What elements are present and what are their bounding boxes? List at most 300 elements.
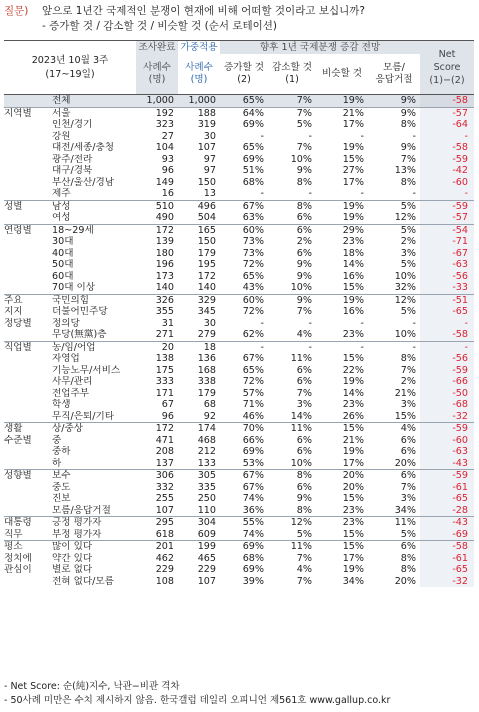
pct-same: 20% — [316, 470, 368, 482]
pct-dont-know: 9% — [368, 107, 420, 119]
table-row — [4, 259, 474, 271]
pct-decrease: 5% — [296, 528, 313, 540]
net-score: -60 — [420, 177, 474, 189]
row-label: 18~29세 — [50, 224, 136, 236]
row-category: 생활 — [4, 423, 50, 435]
pct-same: 14% — [342, 387, 365, 399]
cases-surveyed: 20 — [136, 341, 178, 353]
footnote-net-score: - Net Score: 순(純)지수, 낙관−비관 격차 — [4, 681, 180, 692]
pct-same: 23% — [342, 329, 365, 340]
pct-same: 17% — [342, 176, 365, 188]
pct-same: 27% — [342, 165, 365, 176]
pct-same: 19% — [316, 200, 368, 212]
net-score: -57 — [420, 212, 474, 224]
net-score: -32 — [420, 576, 474, 588]
cases-weighted: 133 — [197, 457, 217, 469]
pct-same: 15% — [342, 353, 365, 364]
pct-same: 23% — [342, 236, 365, 247]
table-row — [4, 376, 474, 388]
pct-dont-know: 4% — [368, 423, 420, 435]
row-label: 더불어민주당 — [52, 306, 108, 317]
net-score: -33 — [420, 282, 474, 294]
net-score: -54 — [420, 224, 474, 236]
table-row — [4, 165, 474, 177]
row-label: 전체 — [50, 95, 136, 108]
row-label: 하 — [52, 457, 62, 469]
pct-same: - — [360, 188, 365, 199]
pct-decrease: 10% — [290, 153, 313, 165]
cases-weighted: 174 — [178, 423, 220, 435]
pct-same: 20% — [342, 481, 365, 493]
cases-weighted: 13 — [203, 188, 217, 199]
pct-same: 29% — [316, 224, 368, 236]
row-label: 정의당 — [52, 317, 80, 329]
row-label: 중 — [52, 434, 62, 446]
cases-surveyed: 104 — [155, 142, 175, 153]
cases-surveyed: 27 — [161, 130, 175, 142]
net-score: -56 — [420, 271, 474, 283]
net-score: -28 — [420, 505, 474, 517]
row-category — [4, 248, 50, 260]
pct-dont-know: 34% — [394, 504, 417, 516]
pct-decrease: 5% — [296, 119, 313, 130]
net-score: -43 — [420, 458, 474, 470]
pct-same: - — [360, 130, 365, 142]
net-score: -58 — [420, 541, 474, 553]
table-row — [4, 411, 474, 423]
pct-same: 22% — [342, 364, 365, 376]
row-category — [4, 271, 50, 283]
col-cases1-header — [136, 54, 178, 95]
pct-increase: - — [260, 188, 265, 199]
survey-period-header — [4, 41, 136, 95]
row-label: 50대 — [52, 259, 74, 270]
table-row — [4, 446, 474, 458]
row-label: 인천/경기 — [52, 119, 93, 130]
pct-increase: 55% — [220, 517, 268, 529]
pct-increase: - — [220, 341, 268, 353]
net-score: -59 — [420, 365, 474, 377]
col-cases2-header — [178, 54, 220, 95]
cases-surveyed: 618 — [155, 528, 175, 540]
pct-increase: 70% — [220, 423, 268, 435]
pct-increase: 67% — [220, 200, 268, 212]
cases-surveyed: 107 — [155, 504, 175, 516]
row-category — [4, 154, 50, 166]
row-label: 중도 — [52, 481, 71, 493]
pct-increase: 72% — [242, 376, 265, 387]
pct-dont-know: 7% — [400, 153, 417, 165]
cases-weighted: 279 — [197, 329, 217, 340]
pct-increase: 51% — [242, 165, 265, 176]
results-table — [4, 40, 474, 587]
pct-increase: 66% — [242, 434, 265, 446]
pct-dont-know: 8% — [400, 564, 417, 575]
table-row — [4, 388, 474, 400]
col-decrease-label: 감소할 것 — [271, 62, 313, 73]
cases-weighted: 179 — [197, 387, 217, 399]
pct-increase: 71% — [242, 399, 265, 410]
pct-dont-know: 3% — [400, 247, 417, 259]
net-score: -63 — [420, 259, 474, 271]
pct-decrease: - — [268, 341, 316, 353]
col-dk-header — [368, 54, 420, 95]
cases-weighted: 68 — [203, 399, 217, 410]
net-score-header — [420, 41, 474, 95]
row-label: 약간 있다 — [52, 552, 93, 564]
net-score: -69 — [420, 529, 474, 541]
net-score: -64 — [420, 119, 474, 131]
row-category — [4, 259, 50, 271]
pct-dont-know: 15% — [394, 410, 417, 422]
pct-increase: 65% — [242, 364, 265, 376]
net-score: -58 — [420, 329, 474, 341]
net-score: -59 — [420, 423, 474, 435]
pct-dont-know: 6% — [400, 446, 417, 457]
row-label: 중하 — [52, 446, 71, 457]
table-row — [4, 482, 474, 494]
col-decrease-num: (1) — [285, 74, 299, 85]
net-score: -59 — [420, 200, 474, 212]
row-category — [4, 411, 50, 423]
pct-same: 23% — [342, 504, 365, 516]
col-cases2-unit: (명) — [190, 74, 208, 85]
row-label: 긍정 평가자 — [50, 517, 136, 529]
pct-decrease: 11% — [268, 541, 316, 553]
pct-increase: 63% — [242, 212, 265, 223]
pct-dont-know: 9% — [400, 142, 417, 153]
pct-dont-know: - — [412, 317, 417, 329]
row-category — [4, 142, 50, 154]
cases-weighted: 338 — [197, 376, 217, 387]
pct-dont-know: 5% — [400, 259, 417, 270]
cases-weighted: 345 — [197, 306, 217, 317]
net-score: -67 — [420, 248, 474, 260]
cases-weighted: 1,000 — [178, 95, 220, 108]
cases-weighted: 195 — [197, 259, 217, 270]
cases-weighted: 150 — [197, 176, 217, 188]
table-row — [4, 306, 474, 318]
pct-dont-know: 8% — [400, 353, 417, 364]
pct-same: 17% — [342, 119, 365, 130]
net-score: -71 — [420, 236, 474, 248]
row-label: 무직/은퇴/기타 — [52, 410, 115, 422]
pct-dont-know: - — [412, 130, 417, 142]
col-dk-label: 모름/ — [383, 62, 405, 73]
cases-weighted: 465 — [197, 552, 217, 564]
pct-decrease: 11% — [268, 423, 316, 435]
cases-surveyed: 323 — [155, 119, 175, 130]
pct-same: 15% — [316, 423, 368, 435]
col-survey-header: 조사완료 — [136, 41, 178, 55]
pct-decrease: 9% — [296, 270, 313, 282]
cases-surveyed: 175 — [155, 364, 175, 376]
table-row — [4, 248, 474, 260]
pct-decrease: 11% — [290, 353, 313, 364]
pct-same: 15% — [342, 493, 365, 504]
pct-increase: 43% — [242, 282, 265, 293]
pct-dont-know: 5% — [400, 306, 417, 317]
pct-dont-know: 6% — [400, 434, 417, 446]
pct-increase: 69% — [242, 564, 265, 575]
cases-surveyed: 1,000 — [136, 95, 178, 108]
row-label: 남성 — [50, 200, 136, 212]
row-category: 주요 — [4, 294, 50, 306]
pct-same: 23% — [316, 517, 368, 529]
cases-surveyed: 149 — [155, 176, 175, 188]
pct-same: - — [360, 317, 365, 329]
pct-decrease: 7% — [268, 95, 316, 108]
row-category: 지지 — [4, 306, 23, 317]
pct-decrease: 7% — [296, 575, 313, 587]
cases-surveyed: 108 — [155, 575, 175, 587]
cases-weighted: 92 — [203, 410, 217, 422]
net-score: -32 — [420, 411, 474, 423]
cases-weighted: 136 — [197, 353, 217, 364]
pct-decrease: 6% — [296, 364, 313, 376]
cases-weighted: 319 — [197, 119, 217, 130]
table-row — [4, 282, 474, 294]
pct-dont-know: 2% — [400, 236, 417, 247]
pct-increase: 69% — [242, 153, 265, 165]
pct-decrease: 8% — [296, 504, 313, 516]
table-row — [4, 177, 474, 189]
cases-weighted: 110 — [197, 504, 217, 516]
cases-surveyed: 16 — [161, 188, 175, 199]
cases-surveyed: 510 — [136, 200, 178, 212]
net-score: -42 — [420, 165, 474, 177]
cases-surveyed: 471 — [155, 434, 175, 446]
row-label: 사무/관리 — [52, 376, 93, 387]
net-score: -66 — [420, 376, 474, 388]
pct-decrease: 7% — [296, 387, 313, 399]
row-label: 별로 없다 — [52, 564, 93, 575]
row-category: 수준별 — [4, 434, 32, 446]
pct-decrease: 7% — [268, 107, 316, 119]
pct-decrease: - — [308, 130, 313, 142]
row-category: 정치에 — [4, 552, 32, 564]
pct-dont-know: 20% — [394, 575, 417, 587]
row-label: 여성 — [52, 212, 71, 223]
col-cases1-unit: (명) — [148, 74, 166, 85]
net-score: - — [420, 341, 474, 353]
row-category — [4, 119, 50, 131]
pct-same: 21% — [342, 434, 365, 446]
cases-surveyed: 333 — [155, 376, 175, 387]
cases-surveyed: 172 — [136, 224, 178, 236]
row-label: 모름/응답거절 — [52, 504, 111, 516]
question-tag: 질문) — [4, 5, 29, 17]
pct-increase: 69% — [242, 119, 265, 130]
row-category: 정당별 — [4, 317, 32, 329]
row-label: 부정 평가자 — [52, 528, 102, 540]
row-category — [4, 505, 50, 517]
row-category — [4, 388, 50, 400]
pct-same: 19% — [316, 95, 368, 108]
pct-same: 15% — [342, 528, 365, 540]
row-label: 부산/울산/경남 — [52, 176, 115, 188]
pct-dont-know: 6% — [368, 541, 420, 553]
net-score: -63 — [420, 446, 474, 458]
pct-same: 15% — [316, 541, 368, 553]
cases-weighted: 97 — [203, 153, 217, 165]
net-score: - — [420, 188, 474, 200]
net-score: -58 — [420, 95, 474, 108]
pct-increase: - — [260, 317, 265, 329]
table-row — [4, 517, 474, 529]
table-row — [4, 564, 474, 576]
cases-weighted: 468 — [197, 434, 217, 446]
col-dk-label2: 응답거절 — [375, 74, 413, 85]
row-category — [4, 399, 50, 411]
cases-weighted: 504 — [197, 212, 217, 223]
table-row — [4, 107, 474, 119]
pct-same: 17% — [342, 457, 365, 469]
pct-dont-know: 21% — [394, 387, 417, 399]
survey-dates: (17~19일) — [45, 68, 95, 80]
net-score: -68 — [420, 399, 474, 411]
cases-surveyed: 490 — [155, 212, 175, 223]
pct-decrease: 6% — [296, 376, 313, 387]
net-score: -57 — [420, 107, 474, 119]
pct-increase: 65% — [242, 270, 265, 282]
table-row — [4, 435, 474, 447]
pct-dont-know: 8% — [400, 176, 417, 188]
pct-dont-know: 8% — [400, 119, 417, 130]
pct-same: 19% — [342, 446, 365, 457]
question-block — [4, 4, 474, 32]
footnotes — [4, 680, 390, 708]
cases-surveyed: 139 — [155, 236, 175, 247]
col-cases1-label: 사례수 — [143, 62, 171, 73]
cases-weighted: 97 — [203, 165, 217, 176]
table-row — [4, 318, 474, 330]
pct-decrease: 7% — [296, 306, 313, 317]
cases-weighted: 172 — [197, 270, 217, 282]
cases-surveyed: 196 — [155, 259, 175, 270]
table-row — [4, 224, 474, 236]
pct-same: 18% — [342, 247, 365, 259]
net-score: -61 — [420, 553, 474, 565]
pct-decrease: 8% — [268, 470, 316, 482]
cases-surveyed: 138 — [155, 353, 175, 364]
row-label: 무당(無黨)층 — [52, 329, 107, 340]
table-row — [4, 131, 474, 143]
pct-increase: 65% — [220, 95, 268, 108]
table-row — [4, 154, 474, 166]
pct-same: - — [316, 341, 368, 353]
pct-decrease: 6% — [296, 434, 313, 446]
pct-increase: 74% — [242, 493, 265, 504]
pct-increase: 72% — [242, 259, 265, 270]
col-increase-num: (2) — [237, 74, 251, 85]
table-row — [4, 212, 474, 224]
row-category: 대통령 — [4, 517, 50, 529]
row-label: 농/임/어업 — [50, 341, 136, 353]
row-category — [4, 177, 50, 189]
row-category — [4, 188, 50, 200]
table-row — [4, 271, 474, 283]
cases-weighted: 229 — [197, 564, 217, 575]
row-category — [4, 353, 50, 365]
pct-same: 15% — [342, 153, 365, 165]
row-category: 관심이 — [4, 564, 32, 575]
row-category — [4, 446, 50, 458]
row-category — [4, 131, 50, 143]
pct-decrease: 12% — [268, 517, 316, 529]
pct-decrease: 10% — [290, 282, 313, 293]
col-cases2-label: 사례수 — [185, 62, 213, 73]
net-score: - — [420, 318, 474, 330]
pct-increase: 62% — [242, 329, 265, 340]
row-category — [4, 95, 50, 108]
table-row — [4, 329, 474, 341]
cases-weighted: 199 — [178, 541, 220, 553]
cases-surveyed: 192 — [136, 107, 178, 119]
row-category: 직무 — [4, 528, 23, 540]
pct-decrease: - — [308, 317, 313, 329]
row-label: 많이 있다 — [50, 541, 136, 553]
cases-weighted: 212 — [197, 446, 217, 457]
table-row — [4, 119, 474, 131]
pct-dont-know: 20% — [394, 457, 417, 469]
pct-same: 34% — [342, 575, 365, 587]
col-decrease-header — [268, 54, 316, 95]
row-label: 기능노무/서비스 — [52, 364, 121, 376]
table-row — [4, 541, 474, 553]
pct-same: 15% — [342, 282, 365, 293]
cases-surveyed: 326 — [136, 294, 178, 306]
pct-same: 16% — [342, 306, 365, 317]
row-category — [4, 458, 50, 470]
table-row — [4, 188, 474, 200]
question-text: 앞으로 1년간 국제적인 분쟁이 현재에 비해 어떠할 것이라고 보십니까? — [42, 5, 365, 17]
row-category — [4, 493, 50, 505]
row-label: 대전/세종/충청 — [52, 142, 115, 153]
row-label: 광주/전라 — [52, 153, 93, 165]
pct-dont-know: 13% — [394, 165, 417, 176]
cases-weighted: 329 — [178, 294, 220, 306]
cases-surveyed: 180 — [155, 247, 175, 259]
pct-dont-know: 10% — [394, 270, 417, 282]
total-row — [4, 95, 474, 108]
cases-weighted: 304 — [178, 517, 220, 529]
pct-increase: 69% — [220, 541, 268, 553]
pct-decrease: 6% — [296, 212, 313, 223]
cases-surveyed: 208 — [155, 446, 175, 457]
net-score: -59 — [420, 470, 474, 482]
pct-same: 19% — [342, 212, 365, 223]
row-category — [4, 365, 50, 377]
pct-increase: 68% — [242, 552, 265, 564]
pct-decrease: 8% — [268, 200, 316, 212]
pct-same: 19% — [342, 142, 365, 153]
cases-surveyed: 355 — [155, 306, 175, 317]
row-category: 평소 — [4, 541, 50, 553]
row-category — [4, 329, 50, 341]
cases-surveyed: 271 — [155, 329, 175, 340]
table-row — [4, 505, 474, 517]
survey-title: 2023년 10월 3주 — [31, 54, 109, 66]
cases-surveyed: 96 — [161, 410, 175, 422]
cases-weighted: 107 — [197, 575, 217, 587]
pct-increase: 72% — [242, 306, 265, 317]
pct-increase: 64% — [220, 107, 268, 119]
net-score: -56 — [420, 353, 474, 365]
net-score: -58 — [420, 142, 474, 154]
pct-decrease: 3% — [296, 399, 313, 410]
cases-weighted: 168 — [197, 364, 217, 376]
